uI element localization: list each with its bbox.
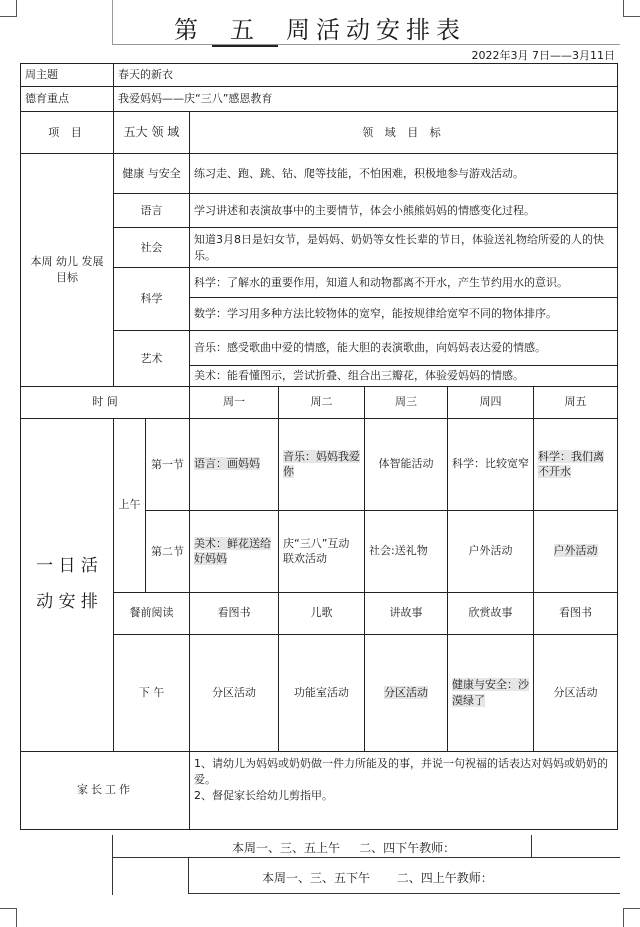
theme-value: 春天的新衣 — [114, 64, 618, 87]
parent-row — [21, 751, 618, 829]
activity-text: 音乐：妈妈我爱你 — [283, 449, 360, 479]
header-domains: 五大 领 域 — [114, 112, 190, 154]
corner-mark-br — [623, 908, 640, 927]
afternoon-label: 下 午 — [114, 634, 190, 751]
footer-vline — [112, 835, 113, 895]
goal-text: 科学：了解水的重要作用，知道人和动物都离不开水，产生节约用水的意识。 — [190, 268, 618, 298]
activity-cell — [365, 510, 448, 592]
activity-cell: 欣赏故事 — [448, 592, 534, 634]
activity-cell — [448, 634, 534, 751]
day-header: 周一 — [190, 386, 279, 418]
activity-cell — [365, 418, 448, 510]
activity-text: 科学：比较宽窄 — [452, 457, 529, 471]
title-week-number: 五 — [212, 10, 278, 47]
activity-cell — [365, 634, 448, 751]
activity-cell — [534, 510, 618, 592]
activity-cell — [190, 510, 279, 592]
day-header: 周五 — [534, 386, 618, 418]
activity-cell: 看图书 — [534, 592, 618, 634]
activity-cell — [190, 418, 279, 510]
goal-text: 知道3月8日是妇女节，是妈妈、奶奶等女性长辈的节日，体验送礼物给所爱的人的快乐。 — [190, 228, 618, 268]
morning-label: 上午 — [114, 418, 146, 592]
theme-row — [21, 64, 618, 87]
parent-line: 1、请幼儿为妈妈或奶奶做一件力所能及的事，并说一句祝福的话表达对妈妈或奶奶的爱。 — [194, 756, 608, 786]
activity-text: 功能室活动 — [294, 685, 349, 699]
footer-vline — [188, 857, 189, 894]
days-header-row — [21, 386, 618, 418]
schedule-table — [20, 63, 618, 830]
goal-text: 练习走、跑、跳、钻、爬等技能，不怕困难，积极地参与游戏活动。 — [190, 154, 618, 194]
activity-text: 庆“三八”互动联欢活动 — [283, 536, 350, 566]
footer-line — [188, 893, 620, 894]
moral-label: 德育重点 — [21, 87, 114, 112]
day-header: 周二 — [279, 386, 365, 418]
activity-text: 体智能活动 — [378, 457, 434, 471]
activity-cell: 儿歌 — [279, 592, 365, 634]
page-title — [0, 10, 640, 47]
daily-label: 一 日 活 动 安 排 — [21, 418, 114, 751]
goal-domain: 艺术 — [114, 331, 190, 387]
activity-cell — [534, 418, 618, 510]
premeal-label: 餐前阅读 — [114, 592, 190, 634]
activity-text: 户外活动 — [468, 544, 513, 558]
activity-text: 美术：鲜花送给好妈妈 — [194, 536, 271, 566]
session1-label: 第一节 — [146, 418, 190, 510]
activity-cell — [448, 418, 534, 510]
goal-domain: 健康 与安全 — [114, 154, 190, 194]
footer-teacher-1: 本周一、三、五上午 二、四下午教师： — [232, 841, 456, 855]
activity-text: 健康与安全：沙漠绿了 — [452, 678, 529, 707]
activity-cell: 讲故事 — [365, 592, 448, 634]
activity-cell — [279, 418, 365, 510]
title-suffix: 周活动安排表 — [286, 16, 466, 44]
activity-text: 科学：我们离不开水 — [538, 449, 604, 479]
session2-label: 第二节 — [146, 510, 190, 592]
activity-text: 社会:送礼物 — [369, 544, 428, 558]
goal-text: 美术：能看懂图示，尝试折叠、组合出三瓣花，体验爱妈妈的情感。 — [190, 366, 618, 387]
parent-content — [190, 751, 618, 829]
goal-domain: 语言 — [114, 194, 190, 228]
goals-label: 本周 幼儿 发展 目标 — [21, 154, 114, 387]
activity-cell — [190, 634, 279, 751]
activity-cell — [534, 634, 618, 751]
goal-text: 音乐：感受歌曲中爱的情感，能大胆的表演歌曲，向妈妈表达爱的情感。 — [190, 331, 618, 366]
goal-domain: 社会 — [114, 228, 190, 268]
corner-mark-bl — [0, 908, 17, 927]
activity-cell: 看图书 — [190, 592, 279, 634]
header-item: 项 目 — [21, 112, 114, 154]
activity-text: 分区活动 — [384, 685, 428, 699]
moral-row — [21, 87, 618, 112]
parent-line: 2、督促家长给幼儿剪指甲。 — [194, 788, 333, 802]
goal-text: 学习讲述和表演故事中的主要情节，体会小熊熊妈妈的情感变化过程。 — [190, 194, 618, 228]
header-row — [21, 112, 618, 154]
activity-cell — [279, 510, 365, 592]
header-goals: 领 域 目 标 — [190, 112, 618, 154]
activity-text: 分区活动 — [212, 685, 256, 699]
activity-text: 户外活动 — [553, 544, 598, 558]
theme-label: 周主题 — [21, 64, 114, 87]
title-prefix: 第 — [174, 16, 204, 44]
date-range: 2022年3月 7日——3月11日 — [471, 49, 615, 62]
parent-label: 家长工作 — [21, 751, 190, 829]
activity-text: 分区活动 — [553, 685, 598, 699]
day-header: 周四 — [448, 386, 534, 418]
day-header: 周三 — [365, 386, 448, 418]
moral-value: 我爱妈妈——庆“三八”感恩教育 — [114, 87, 618, 112]
footer-teacher-2: 本周一、三、五下午 二、四上午教师： — [262, 871, 493, 885]
activity-text: 语言：画妈妈 — [194, 457, 260, 471]
goal-text: 数学：学习用多种方法比较物体的宽窄，能按规律给宽窄不同的物体排序。 — [190, 298, 618, 331]
goal-domain: 科学 — [114, 268, 190, 331]
session1-row — [21, 418, 618, 510]
time-label: 时 间 — [21, 386, 190, 418]
activity-cell — [448, 510, 534, 592]
activity-cell — [279, 634, 365, 751]
footer-vline — [531, 835, 532, 857]
goal-row-health — [21, 154, 618, 194]
